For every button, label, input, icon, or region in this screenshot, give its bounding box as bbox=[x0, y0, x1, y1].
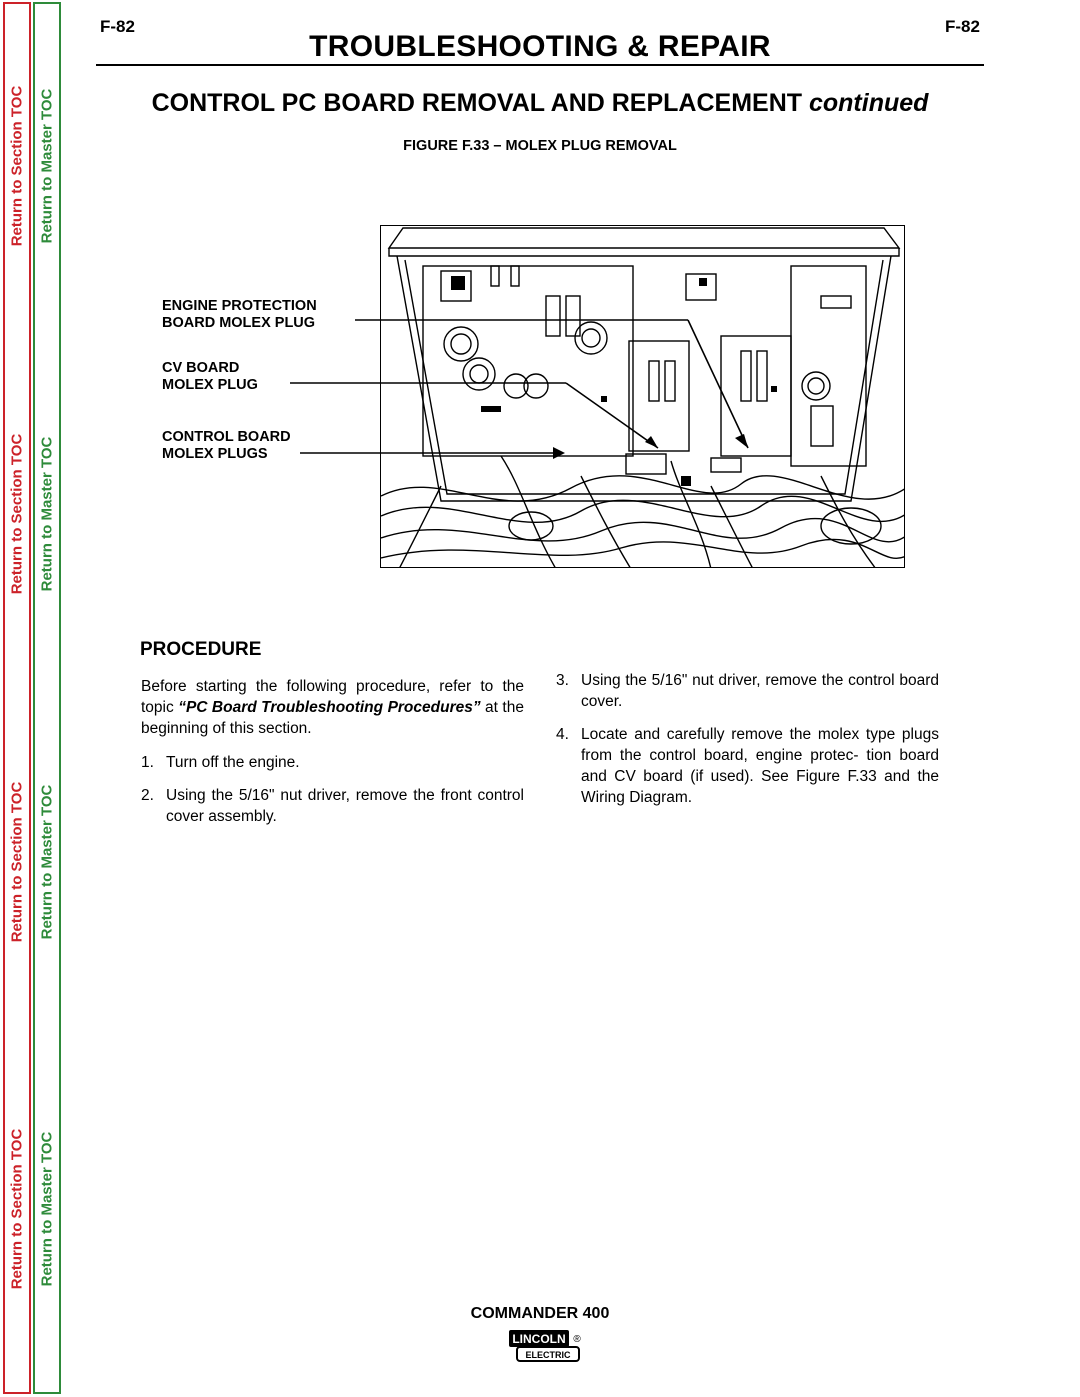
return-to-section-toc-link[interactable]: Return to Section TOC bbox=[8, 781, 26, 943]
logo-bottom-text: ELECTRIC bbox=[525, 1350, 571, 1360]
intro-topic-reference: “PC Board Troubleshooting Procedures” bbox=[178, 699, 481, 716]
callout-line: BOARD MOLEX PLUG bbox=[162, 315, 316, 331]
page-title-emphasis: continued bbox=[808, 89, 929, 117]
step-text: Using the 5/16" nut driver, remove the front control cover assembly. bbox=[166, 787, 524, 825]
procedure-step bbox=[556, 724, 939, 808]
procedure-step bbox=[556, 670, 939, 712]
step-number: 1. bbox=[141, 754, 154, 771]
lincoln-electric-logo bbox=[507, 1329, 585, 1363]
return-to-section-toc-link[interactable]: Return to Section TOC bbox=[8, 85, 26, 247]
intro-text: at the beginning of this section. bbox=[141, 699, 524, 737]
step-number: 3. bbox=[556, 672, 569, 689]
callout-line: MOLEX PLUG bbox=[162, 377, 258, 393]
callout-line: CONTROL BOARD bbox=[162, 429, 291, 445]
return-to-master-toc-link[interactable]: Return to Master TOC bbox=[38, 784, 56, 940]
callout-line: CV BOARD bbox=[162, 360, 240, 376]
return-to-section-toc-link[interactable]: Return to Section TOC bbox=[8, 433, 26, 595]
callout-line: ENGINE PROTECTION bbox=[162, 298, 317, 314]
section-title: TROUBLESHOOTING & REPAIR bbox=[309, 30, 771, 63]
procedure-column-right bbox=[556, 670, 939, 820]
step-text: Locate and carefully remove the molex type plugs from the control board, engine protec- tion board and CV board (if used). See Figure F.33 and the Wiring Diagram. bbox=[581, 726, 939, 806]
return-to-master-toc-link[interactable]: Return to Master TOC bbox=[38, 88, 56, 244]
procedure-intro bbox=[141, 676, 524, 739]
logo-top-text: LINCOLN bbox=[512, 1332, 566, 1346]
step-number: 4. bbox=[556, 726, 569, 743]
return-to-section-toc-link[interactable]: Return to Section TOC bbox=[8, 1128, 26, 1290]
page-title-main: CONTROL PC BOARD REMOVAL AND REPLACEMENT bbox=[151, 89, 809, 117]
procedure-heading: PROCEDURE bbox=[140, 639, 262, 660]
return-to-master-toc-link[interactable]: Return to Master TOC bbox=[38, 436, 56, 592]
step-text: Using the 5/16" nut driver, remove the control board cover. bbox=[581, 672, 939, 710]
return-to-master-toc-link[interactable]: Return to Master TOC bbox=[38, 1131, 56, 1287]
procedure-column-left bbox=[141, 676, 524, 839]
procedure-step bbox=[141, 785, 524, 827]
procedure-step bbox=[141, 752, 524, 773]
callout-leaders bbox=[0, 0, 1080, 600]
registered-mark: ® bbox=[573, 1334, 581, 1345]
figure-caption: FIGURE F.33 – MOLEX PLUG REMOVAL bbox=[403, 138, 677, 154]
step-text: Turn off the engine. bbox=[166, 754, 300, 771]
intro-text: Before starting the following procedure, refer to the topic bbox=[141, 678, 524, 716]
page-number-right: F-82 bbox=[945, 17, 980, 36]
page-number-left: F-82 bbox=[100, 17, 135, 36]
footer-model-name: COMMANDER 400 bbox=[470, 1305, 610, 1322]
step-number: 2. bbox=[141, 787, 154, 804]
callout-line: MOLEX PLUGS bbox=[162, 446, 268, 462]
